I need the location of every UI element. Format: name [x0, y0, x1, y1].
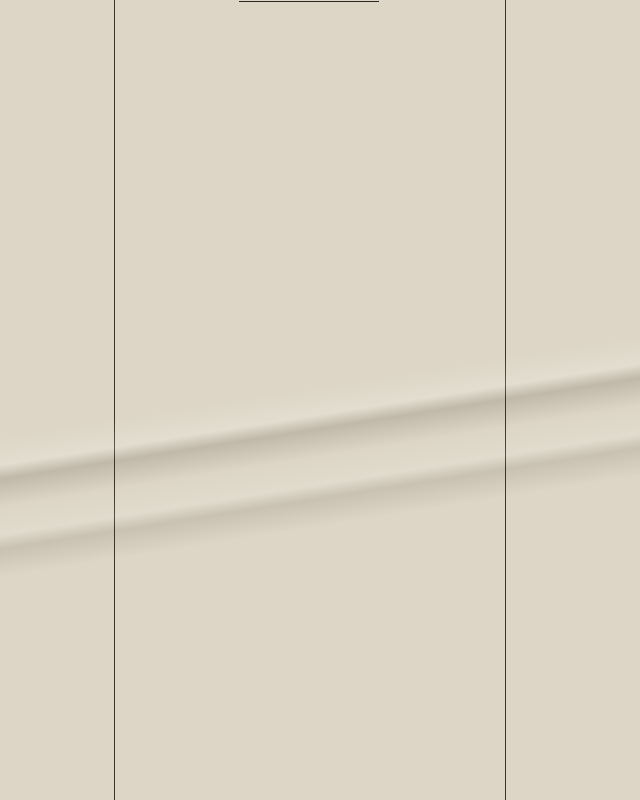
- railroad-heading: [510, 12, 640, 26]
- main-article-column: [120, 0, 498, 76]
- paper-fold-crease-lower: [0, 401, 640, 580]
- right-section-heading: [510, 0, 640, 12]
- article-title-line2: [120, 27, 498, 46]
- court-heading: [510, 39, 640, 53]
- column-rule-right: [505, 0, 506, 800]
- article-separator: [239, 1, 379, 2]
- column-rule-left: [114, 0, 115, 800]
- article-dateline: [120, 61, 498, 76]
- correspondent-heading: [120, 46, 498, 61]
- paper-fold-crease: [0, 331, 640, 510]
- right-column: [510, 0, 640, 68]
- article-title-line1: [120, 8, 498, 27]
- supreme-court-label: [510, 53, 640, 67]
